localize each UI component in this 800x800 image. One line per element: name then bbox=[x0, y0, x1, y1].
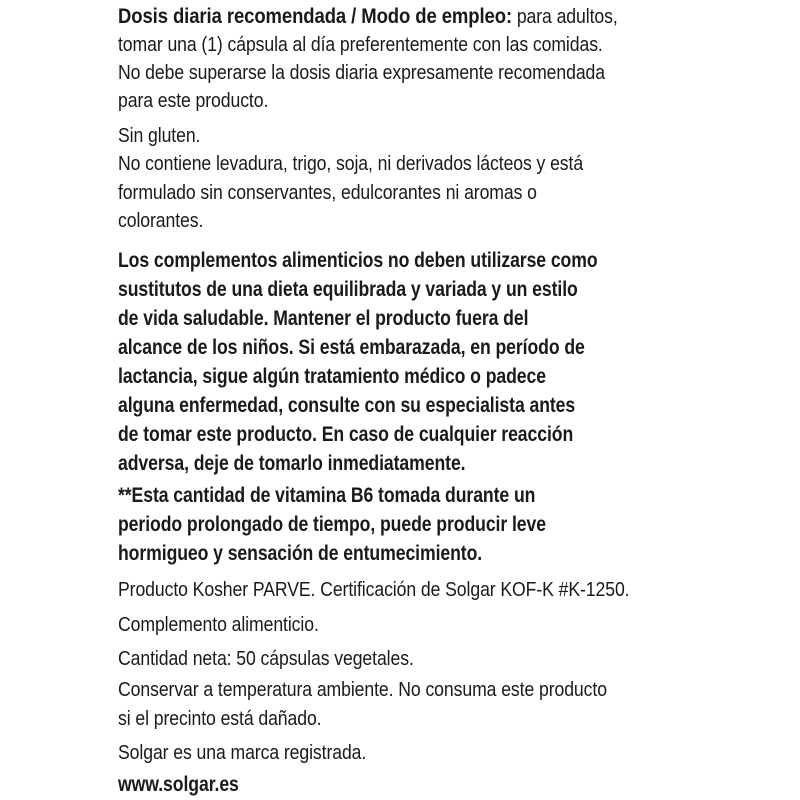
kosher-certification: Producto Kosher PARVE. Certificación de Solgar KOF-K #K-1250. bbox=[118, 578, 630, 601]
trademark-notice: Solgar es una marca registrada. bbox=[118, 741, 367, 764]
supplement-type: Complemento alimenticio. bbox=[118, 613, 319, 636]
warning-line-4: alcance de los niños. Si está embarazada, en período de bbox=[118, 335, 585, 359]
gluten-line-4: colorantes. bbox=[118, 209, 204, 232]
storage-line-1: Conservar a temperatura ambiente. No consuma este producto bbox=[118, 678, 607, 701]
website-url: www.solgar.es bbox=[118, 772, 239, 796]
net-quantity: Cantidad neta: 50 cápsulas vegetales. bbox=[118, 647, 414, 670]
warning-line-6: alguna enfermedad, consulte con su especialista antes bbox=[118, 393, 576, 417]
dosage-line-4: para este producto. bbox=[118, 89, 269, 112]
gluten-line-1: Sin gluten. bbox=[118, 124, 201, 147]
warning-line-8: adversa, deje de tomarlo inmediatamente. bbox=[118, 451, 466, 475]
b6-note-line-1: **Esta cantidad de vitamina B6 tomada durante un bbox=[118, 483, 536, 507]
dosage-line-1 bbox=[118, 6, 618, 28]
dosage-heading: Dosis diaria recomendada / Modo de empleo: bbox=[118, 4, 513, 28]
b6-note-line-3: hormigueo y sensación de entumecimiento. bbox=[118, 541, 483, 565]
warning-line-1: Los complementos alimenticios no deben utilizarse como bbox=[118, 248, 598, 272]
dosage-line-3: No debe superarse la dosis diaria expresamente recomendada bbox=[118, 61, 605, 84]
warning-line-2: sustitutos de una dieta equilibrada y variada y un estilo bbox=[118, 277, 578, 301]
b6-note-line-2: periodo prolongado de tiempo, puede producir leve bbox=[118, 512, 546, 536]
gluten-line-3: formulado sin conservantes, edulcorantes ni aromas o bbox=[118, 181, 537, 204]
dosage-line-1-rest: para adultos, bbox=[512, 5, 618, 28]
warning-line-7: de tomar este producto. En caso de cualquier reacción bbox=[118, 422, 574, 446]
warning-line-5: lactancia, sigue algún tratamiento médico o padece bbox=[118, 364, 546, 388]
storage-line-2: si el precinto está dañado. bbox=[118, 707, 322, 730]
gluten-line-2: No contiene levadura, trigo, soja, ni derivados lácteos y está bbox=[118, 152, 584, 175]
warning-line-3: de vida saludable. Mantener el producto fuera del bbox=[118, 306, 529, 330]
dosage-line-2: tomar una (1) cápsula al día preferentemente con las comidas. bbox=[118, 33, 603, 56]
